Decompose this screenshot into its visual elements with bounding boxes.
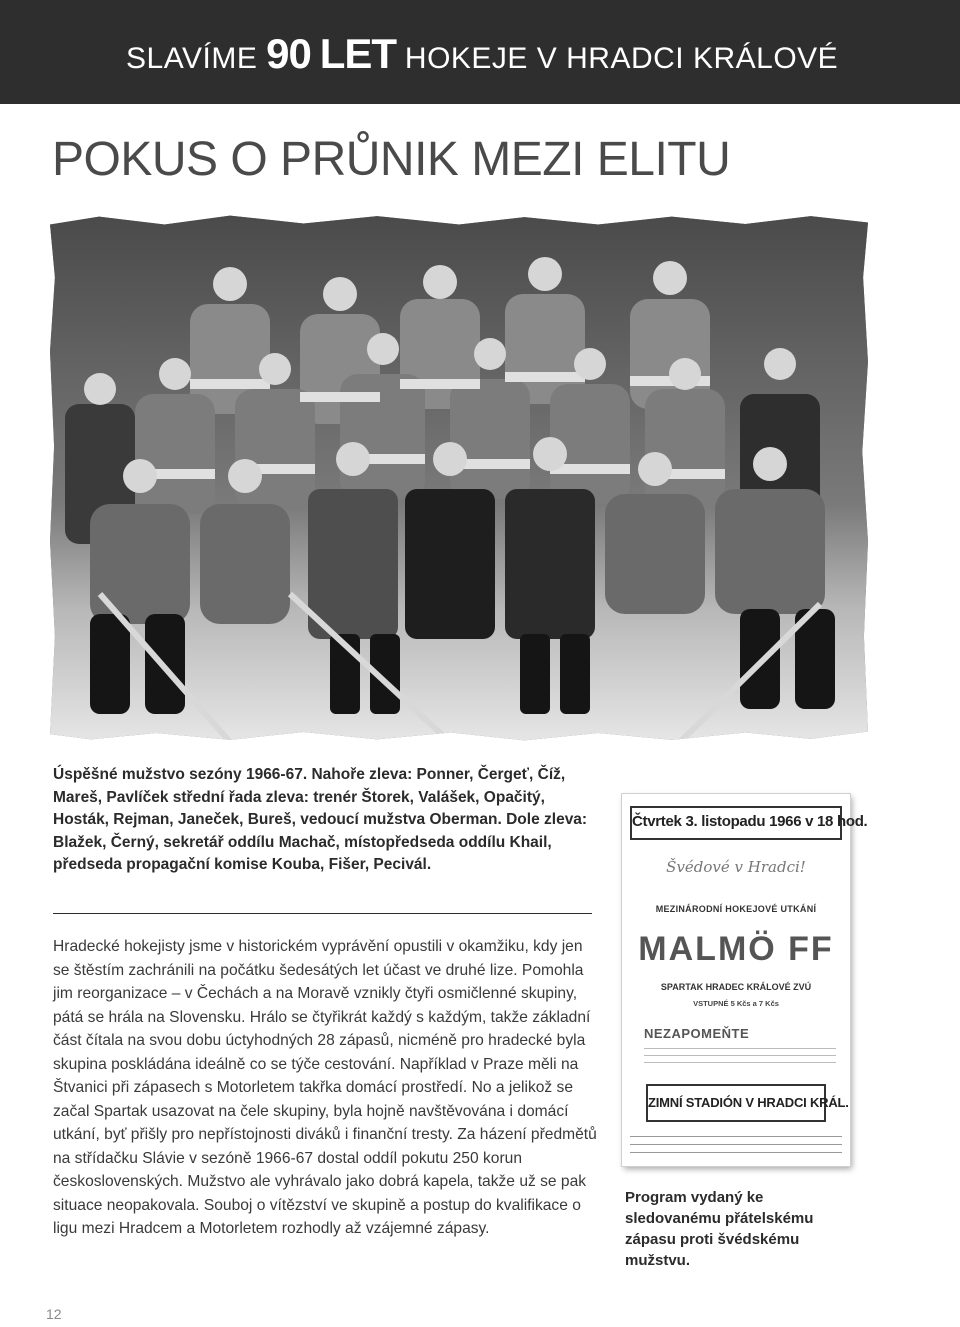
series-prefix: SLAVÍME — [126, 42, 258, 75]
poster-date: Čtvrtek 3. listopadu 1966 v 18 hod. — [630, 806, 842, 840]
series-suffix: HOKEJE V HRADCI KRÁLOVÉ — [404, 42, 839, 75]
poster-home-team: SPARTAK HRADEC KRÁLOVÉ ZVÚ — [660, 982, 812, 992]
poster-footnote — [630, 1132, 842, 1156]
poster-script: Švédové v Hradci! — [666, 858, 806, 876]
team-photo-image — [50, 214, 868, 742]
poster-caption: Program vydaný ke sledovanému přátelskému zápasu proti švédskému mužstvu. — [625, 1189, 814, 1269]
article-body — [53, 935, 598, 1241]
poster-reminder: NEZAPOMEŇTE — [644, 1026, 750, 1041]
poster-entry: VSTUPNÉ 5 Kčs a 7 Kčs — [693, 999, 779, 1008]
match-program-poster — [622, 794, 868, 1166]
poster-fine-print — [644, 1044, 836, 1066]
article-paragraph: Hradecké hokejisty jsme v historickém vyprávění opustili v okamžiku, kdy jen se štěstím zachránili na počátku šedesátých let účast ve druhé lize. Pomohla jim reorganizace – v Čechách a na Moravě vznikly čtyři osmičlenné skupiny, pátá se hrála na Slovensku. Hrálo se čtyřikrát každý s každým, takže základní část čítala na svou dobu úctyhodných 28 zápasů, nicméně pro hradecké byla skupina poskládána ideálně co se týče cestování. Například v Praze měli na Štvanici při zápasech s Motorletem takřka domácí prostředí. No a jelikož se začal Spartak usazovat na čele skupiny, byla hojně navštěvována i domácí utkání, byť přišly pro nepřístojnosti diváků i finanční tresty. Za házení předmětů na střídačku Slávie v sezóně 1966-67 dostal oddíl pokutu 250 korun československých. Mužstvo ale vyhrávalo jako dobrá kapela, takže už se pak situace neopakovala. Souboj o vítězství ve skupině a postup do kvalifikace o ligu mezi Hradcem a Motorletem rozhodly až vzájemné zápasy. — [53, 938, 597, 1237]
poster-headline: MEZINÁRODNÍ HOKEJOVÉ UTKÁNÍ — [655, 904, 817, 914]
poster-stadium: ZIMNÍ STADIÓN V HRADCI KRÁL. — [646, 1084, 826, 1122]
series-number: 90 — [266, 30, 311, 77]
series-let: LET — [319, 30, 397, 77]
section-divider — [53, 913, 592, 914]
photo-caption: Úspěšné mužstvo sezóny 1966-67. Nahoře zleva: Ponner, Čergeť, Číž, Mareš, Pavlíček střední řada zleva: trenér Štorek, Valášek, Opačitý, Hosták, Rejman, Janeček, Bureš, vedoucí mužstva Oberman. Dole zleva: Blažek, Černý, sekretář oddílu Machač, místopředseda oddílu Khail, předseda propagační komise Kouba, Fišer, Pecivál. — [53, 766, 588, 873]
page-title: POKUS O PRŮNIK MEZI ELITU — [52, 133, 731, 186]
page-number: 12 — [46, 1306, 62, 1322]
poster-opponent: MALMÖ FF — [638, 930, 834, 968]
team-photo — [50, 214, 868, 742]
series-heading — [126, 30, 960, 78]
